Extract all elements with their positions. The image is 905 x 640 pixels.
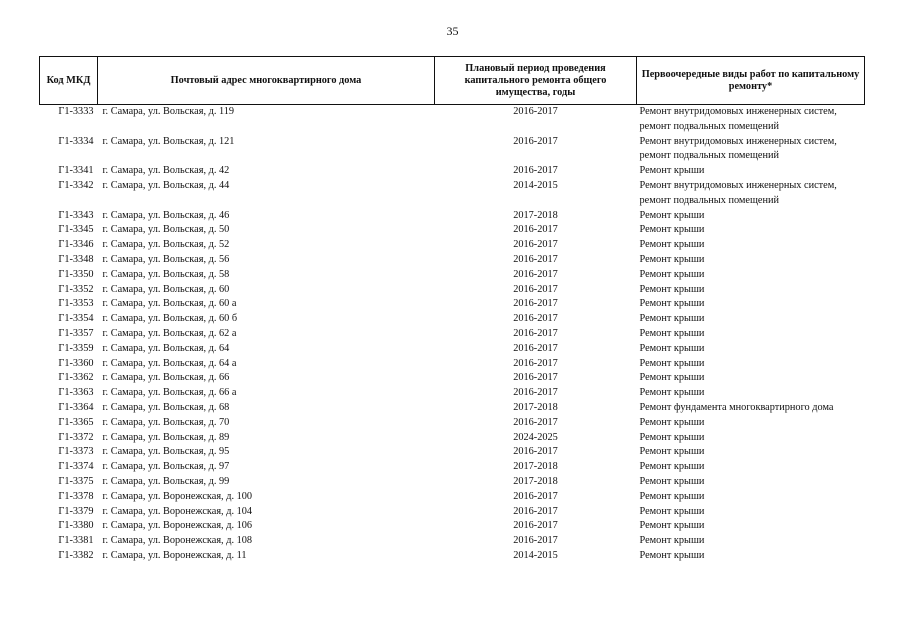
table-row	[40, 431, 865, 446]
code-cell: Г1-3363	[58, 387, 94, 399]
works-cell: Ремонт крыши	[639, 224, 705, 236]
table-row	[40, 179, 865, 209]
works-cell: Ремонт крыши	[639, 505, 705, 517]
works-cell: Ремонт крыши	[639, 461, 705, 473]
period-cell: 2016-2017	[513, 446, 558, 458]
works-cell: Ремонт крыши	[639, 357, 705, 369]
code-cell: Г1-3353	[58, 298, 94, 310]
addr-cell: г. Самара, ул. Вольская, д. 44	[102, 179, 230, 191]
works-cell: Ремонт крыши	[639, 535, 705, 547]
period-cell: 2016-2017	[513, 165, 558, 177]
table-row	[40, 534, 865, 549]
code-cell: Г1-3341	[58, 165, 94, 177]
header-row	[40, 57, 865, 105]
table-row	[40, 135, 865, 165]
header-code: Код МКД	[40, 57, 98, 105]
table-row	[40, 475, 865, 490]
code-cell: Г1-3381	[58, 535, 94, 547]
works-cell: Ремонт крыши	[639, 327, 705, 339]
table-row	[40, 209, 865, 224]
table-row	[40, 253, 865, 268]
table-row	[40, 401, 865, 416]
table-row	[40, 460, 865, 475]
code-cell: Г1-3360	[58, 357, 94, 369]
table-row	[40, 386, 865, 401]
period-cell: 2016-2017	[513, 268, 558, 280]
code-cell: Г1-3375	[58, 475, 94, 487]
period-cell: 2024-2025	[513, 431, 558, 443]
works-cell: Ремонт крыши	[639, 209, 705, 221]
works-cell: Ремонт крыши	[639, 549, 705, 561]
code-cell: Г1-3372	[58, 431, 94, 443]
code-cell: Г1-3373	[58, 446, 94, 458]
table-row	[40, 505, 865, 520]
period-cell: 2016-2017	[513, 253, 558, 265]
period-cell: 2016-2017	[513, 357, 558, 369]
period-cell: 2014-2015	[513, 179, 558, 191]
table-row	[40, 549, 865, 564]
table-row	[40, 490, 865, 505]
addr-cell: г. Самара, ул. Вольская, д. 60 а	[102, 298, 237, 310]
code-cell: Г1-3365	[58, 416, 94, 428]
works-cell: Ремонт крыши	[639, 446, 705, 458]
addr-cell: г. Самара, ул. Вольская, д. 56	[102, 253, 230, 265]
works-cell: Ремонт крыши	[639, 283, 705, 295]
addr-cell: г. Самара, ул. Вольская, д. 70	[102, 416, 230, 428]
code-cell: Г1-3354	[58, 313, 94, 325]
period-cell: 2017-2018	[513, 461, 558, 473]
code-cell: Г1-3379	[58, 505, 94, 517]
table-row	[40, 283, 865, 298]
header-period: Плановый период проведения капитального ремонта общего имущества, годы	[435, 57, 637, 105]
works-cell: Ремонт крыши	[639, 313, 705, 325]
works-cell: Ремонт крыши	[639, 387, 705, 399]
code-cell: Г1-3345	[58, 224, 94, 236]
code-cell: Г1-3382	[58, 549, 94, 561]
period-cell: 2017-2018	[513, 401, 558, 413]
table-row	[40, 238, 865, 253]
code-cell: Г1-3333	[58, 106, 94, 117]
code-cell: Г1-3346	[58, 239, 94, 251]
works-cell: Ремонт крыши	[639, 490, 705, 502]
works-cell: Ремонт внутридомовых инженерных систем, ремонт подвальных помещений	[639, 179, 837, 206]
works-cell: Ремонт крыши	[639, 165, 705, 177]
period-cell: 2016-2017	[513, 505, 558, 517]
addr-cell: г. Самара, ул. Вольская, д. 46	[102, 209, 230, 221]
works-cell: Ремонт крыши	[639, 520, 705, 532]
addr-cell: г. Самара, ул. Вольская, д. 64 а	[102, 357, 237, 369]
works-cell: Ремонт крыши	[639, 239, 705, 251]
works-cell: Ремонт крыши	[639, 253, 705, 265]
addr-cell: г. Самара, ул. Воронежская, д. 106	[102, 520, 253, 532]
addr-cell: г. Самара, ул. Вольская, д. 50	[102, 224, 230, 236]
table-row	[40, 223, 865, 238]
table-row	[40, 297, 865, 312]
period-cell: 2016-2017	[513, 342, 558, 354]
code-cell: Г1-3352	[58, 283, 94, 295]
period-cell: 2016-2017	[513, 313, 558, 325]
table-row	[40, 371, 865, 386]
code-cell: Г1-3350	[58, 268, 94, 280]
table-row	[40, 416, 865, 431]
code-cell: Г1-3378	[58, 490, 94, 502]
table-row	[40, 342, 865, 357]
period-cell: 2016-2017	[513, 224, 558, 236]
works-cell: Ремонт крыши	[639, 431, 705, 443]
table-row	[40, 164, 865, 179]
period-cell: 2016-2017	[513, 535, 558, 547]
table-header	[40, 57, 865, 105]
addr-cell: г. Самара, ул. Вольская, д. 66 а	[102, 387, 237, 399]
code-cell: Г1-3364	[58, 401, 94, 413]
addr-cell: г. Самара, ул. Вольская, д. 95	[102, 446, 230, 458]
table-row	[40, 357, 865, 372]
works-cell: Ремонт фундамента многоквартирного дома	[639, 401, 834, 413]
addr-cell: г. Самара, ул. Вольская, д. 121	[102, 135, 235, 147]
addr-cell: г. Самара, ул. Вольская, д. 99	[102, 475, 230, 487]
addr-cell: г. Самара, ул. Воронежская, д. 108	[102, 535, 253, 547]
table-row	[40, 105, 865, 135]
code-cell: Г1-3359	[58, 342, 94, 354]
code-cell: Г1-3334	[58, 135, 94, 147]
code-cell: Г1-3380	[58, 520, 94, 532]
period-cell: 2016-2017	[513, 298, 558, 310]
addr-cell: г. Самара, ул. Вольская, д. 42	[102, 165, 230, 177]
addr-cell: г. Самара, ул. Вольская, д. 60 б	[102, 313, 238, 325]
table-row	[40, 268, 865, 283]
code-cell: Г1-3357	[58, 327, 94, 339]
period-cell: 2016-2017	[513, 283, 558, 295]
page-number: 35	[446, 24, 459, 38]
addr-cell: г. Самара, ул. Вольская, д. 97	[102, 461, 230, 473]
period-cell: 2016-2017	[513, 416, 558, 428]
table-body	[40, 105, 865, 564]
table-row	[40, 312, 865, 327]
period-cell: 2016-2017	[513, 327, 558, 339]
addr-cell: г. Самара, ул. Вольская, д. 66	[102, 372, 230, 384]
repair-schedule-table	[39, 56, 865, 564]
header-address: Почтовый адрес многоквартирного дома	[98, 57, 435, 105]
period-cell: 2016-2017	[513, 520, 558, 532]
code-cell: Г1-3348	[58, 253, 94, 265]
code-cell: Г1-3343	[58, 209, 94, 221]
works-cell: Ремонт крыши	[639, 268, 705, 280]
addr-cell: г. Самара, ул. Вольская, д. 119	[102, 106, 235, 117]
addr-cell: г. Самара, ул. Вольская, д. 52	[102, 239, 230, 251]
header-works: Первоочередные виды работ по капитальному ремонту*	[637, 57, 865, 105]
addr-cell: г. Самара, ул. Вольская, д. 64	[102, 342, 230, 354]
period-cell: 2017-2018	[513, 475, 558, 487]
period-cell: 2017-2018	[513, 209, 558, 221]
code-cell: Г1-3374	[58, 461, 94, 473]
period-cell: 2016-2017	[513, 239, 558, 251]
addr-cell: г. Самара, ул. Вольская, д. 62 а	[102, 327, 237, 339]
code-cell: Г1-3362	[58, 372, 94, 384]
addr-cell: г. Самара, ул. Вольская, д. 60	[102, 283, 230, 295]
works-cell: Ремонт крыши	[639, 372, 705, 384]
table-row	[40, 445, 865, 460]
period-cell: 2016-2017	[513, 106, 558, 117]
addr-cell: г. Самара, ул. Вольская, д. 58	[102, 268, 230, 280]
addr-cell: г. Самара, ул. Воронежская, д. 11	[102, 549, 247, 561]
addr-cell: г. Самара, ул. Вольская, д. 89	[102, 431, 230, 443]
addr-cell: г. Самара, ул. Вольская, д. 68	[102, 401, 230, 413]
addr-cell: г. Самара, ул. Воронежская, д. 104	[102, 505, 253, 517]
works-cell: Ремонт крыши	[639, 416, 705, 428]
works-cell: Ремонт крыши	[639, 298, 705, 310]
period-cell: 2016-2017	[513, 135, 558, 147]
period-cell: 2016-2017	[513, 372, 558, 384]
works-cell: Ремонт внутридомовых инженерных систем, ремонт подвальных помещений	[639, 135, 837, 162]
period-cell: 2016-2017	[513, 387, 558, 399]
period-cell: 2014-2015	[513, 549, 558, 561]
works-cell: Ремонт крыши	[639, 475, 705, 487]
table-row	[40, 519, 865, 534]
table-row	[40, 327, 865, 342]
works-cell: Ремонт внутридомовых инженерных систем, ремонт подвальных помещений	[639, 106, 837, 132]
addr-cell: г. Самара, ул. Воронежская, д. 100	[102, 490, 253, 502]
code-cell: Г1-3342	[58, 179, 94, 191]
period-cell: 2016-2017	[513, 490, 558, 502]
works-cell: Ремонт крыши	[639, 342, 705, 354]
